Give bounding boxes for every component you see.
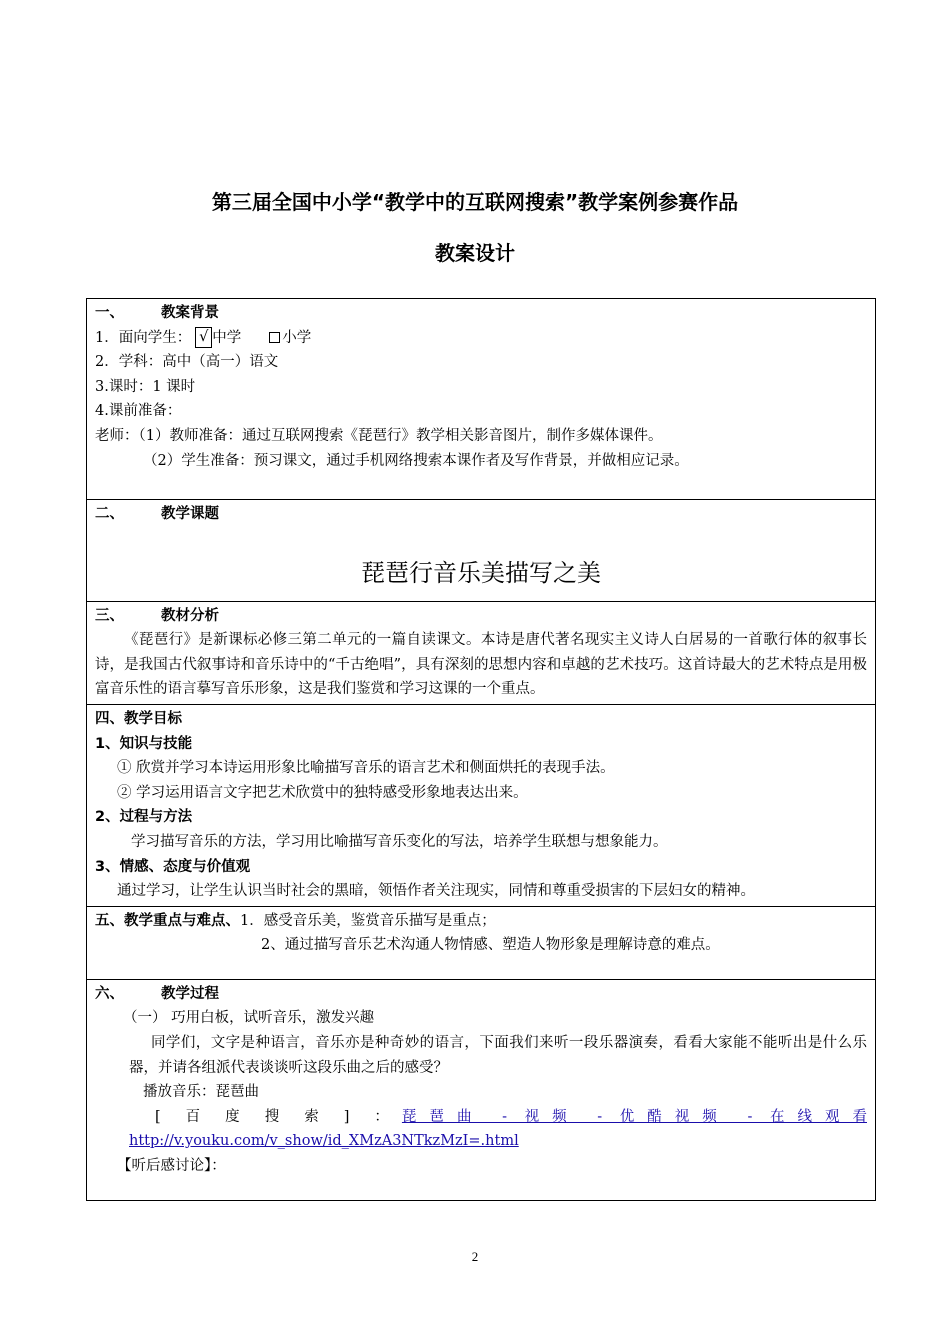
- key-point-2: 2、通过描写音乐艺术沟通人物情感、塑造人物形象是理解诗意的难点。: [261, 937, 720, 954]
- search-result-line: [95, 1105, 867, 1154]
- section-key-points-cell: [87, 906, 876, 979]
- section-title: 教学课题: [161, 506, 219, 522]
- prep-label: 4.课前准备：: [95, 403, 182, 420]
- teacher-prep: 老师：（1）教师准备：通过互联网搜索《琵琶行》教学相关影音图片，制作多媒体课件。: [95, 427, 663, 444]
- material-analysis-text: 《琵琶行》是新课标必修三第二单元的一篇自读课文。本诗是唐代著名现实主义诗人白居易的一首歌行体的叙事长诗，是我国古代叙事诗和音乐诗中的“千古绝唱”，具有深刻的思想内容和卓越的艺术技巧。这首诗最大的艺术特点是用极富音乐性的语言摹写音乐形象，这是我们鉴赏和学习这课的一个重点。: [95, 632, 867, 698]
- hours-line: 3.课时：1 课时: [95, 378, 196, 395]
- audience-row: [95, 326, 867, 351]
- option-primary-school: 小学: [282, 329, 312, 346]
- step-1-paragraph: 同学们，文字是种语言，音乐亦是种奇妙的语言，下面我们来听一段乐器演奏，看看大家能不能听出是什么乐器，并请各组派代表谈谈听这段乐曲之后的感受？: [129, 1034, 867, 1076]
- section-topic-cell: [87, 500, 876, 602]
- step-1-heading: （一） 巧用白板，试听音乐，激发兴趣: [123, 1010, 375, 1027]
- knowledge-item-2: ② 学习运用语言文字把艺术欣赏中的独特感受形象地表达出来。: [117, 784, 528, 801]
- process-item: 学习描写音乐的方法，学习用比喻描写音乐变化的写法，培养学生联想与想象能力。: [131, 833, 668, 850]
- document-subtitle: 教案设计: [435, 241, 515, 265]
- section-title: 教材分析: [161, 607, 219, 624]
- knowledge-item-1: ① 欣赏并学习本诗运用形象比喻描写音乐的语言艺术和侧面烘托的表现手法。: [117, 760, 615, 777]
- search-label: [百度搜索]: [155, 1108, 362, 1125]
- checkbox-checked-icon: √: [195, 327, 212, 348]
- section-objectives-cell: [87, 704, 876, 906]
- checkbox-empty-icon: [269, 332, 280, 343]
- section-background: [87, 299, 876, 500]
- lesson-topic: 琵琶行音乐美描写之美: [361, 558, 601, 587]
- section-heading: [95, 982, 867, 1007]
- section-process-cell: [87, 979, 876, 1200]
- page-number: 2: [471, 1249, 479, 1264]
- section-number: 六、: [95, 985, 124, 1002]
- section-heading: [95, 301, 867, 326]
- section-topic: [87, 500, 876, 602]
- search-colon: ：: [361, 1108, 402, 1125]
- section-heading: [95, 604, 867, 629]
- emotion-item: 通过学习，让学生认识当时社会的黑暗，领悟作者关注现实，同情和尊重受损害的下层妇女的精神。: [117, 883, 755, 900]
- audience-label: 1．面向学生：: [95, 329, 192, 346]
- section-background-cell: [87, 299, 876, 500]
- key-point-1: 1．感受音乐美，鉴赏音乐描写是重点；: [240, 912, 496, 929]
- option-middle-school: 中学: [212, 329, 242, 346]
- section-material-analysis: [87, 601, 876, 704]
- section-heading: [95, 502, 867, 527]
- lesson-plan-table: [86, 298, 876, 1201]
- section-number: 一、: [95, 305, 124, 321]
- section-heading: 五、教学重点与难点、: [95, 912, 240, 929]
- section-objectives: [87, 704, 876, 906]
- discussion-label: 【听后感讨论】：: [117, 1157, 226, 1174]
- emotion-heading: 3、情感、态度与价值观: [95, 858, 251, 875]
- section-number: 三、: [95, 607, 124, 624]
- process-heading: 2、过程与方法: [95, 809, 193, 826]
- section-title: 教案背景: [161, 305, 219, 321]
- section-number: 二、: [95, 506, 124, 522]
- document-title: 第三届全国中小学“教学中的互联网搜索”教学案例参赛作品: [211, 190, 739, 214]
- play-music-line: 播放音乐：琵琶曲: [143, 1084, 259, 1101]
- knowledge-heading: 1、知识与技能: [95, 735, 193, 752]
- video-link[interactable]: 琵琶曲 - 视频 - 优酷视频 - 在线观看 http://v.youku.com/v_show/id_XMzA3NTkzMzI=.html: [129, 1108, 867, 1150]
- section-title: 教学过程: [161, 985, 219, 1002]
- section-material-cell: [87, 601, 876, 704]
- key-point-row: [95, 909, 867, 934]
- subject-line: 2．学科：高中（高一）语文: [95, 354, 279, 371]
- section-key-points: [87, 906, 876, 979]
- section-process: [87, 979, 876, 1200]
- student-prep: （2）学生准备：预习课文，通过手机网络搜索本课作者及写作背景，并做相应记录。: [143, 452, 689, 469]
- section-heading: 四、教学目标: [95, 710, 182, 727]
